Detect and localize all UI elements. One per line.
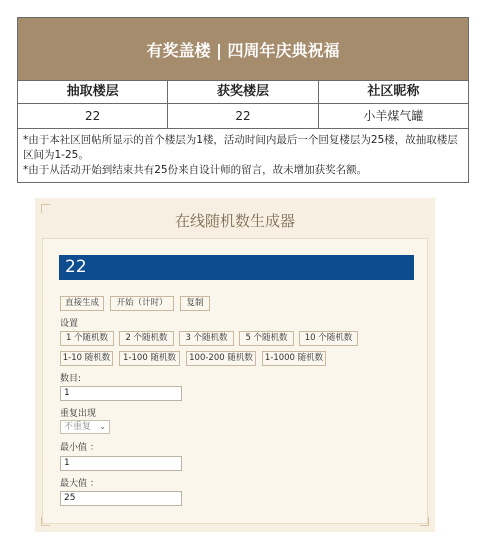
start-timer-button[interactable]: 开始（计时） <box>110 296 174 311</box>
min-input[interactable]: 1 <box>60 456 182 471</box>
count-label: 数目: <box>60 374 82 384</box>
generator-title: 在线随机数生成器 <box>174 212 295 230</box>
repeat-label: 重复出现 <box>60 409 97 419</box>
result-table <box>17 17 469 183</box>
repeat-select[interactable] <box>60 420 110 434</box>
cell-winning-floor: 22 <box>168 104 318 128</box>
random-generator-panel <box>35 198 435 532</box>
generate-button[interactable]: 直接生成 <box>60 296 104 311</box>
table-header-row <box>18 81 468 104</box>
count-input[interactable]: 1 <box>60 386 182 401</box>
cell-nickname: 小羊煤气罐 <box>363 109 424 123</box>
settings-label: 设置 <box>60 319 79 329</box>
header-draw-floor: 抽取楼层 <box>18 81 168 103</box>
max-label: 最大值 ： <box>60 479 99 489</box>
preset-5-numbers-button[interactable]: 5 个随机数 <box>239 331 294 346</box>
header-nickname: 社区昵称 <box>367 84 420 99</box>
cell-draw-floor: 22 <box>18 104 168 128</box>
min-label: 最小值 ： <box>60 443 99 453</box>
result-display: 22 <box>59 255 414 280</box>
note-2: *由于从活动开始到结束共有25份来自设计师的留言，故未增加获奖名额。 <box>23 164 368 176</box>
repeat-select-value: 不重复 <box>64 422 92 432</box>
result-notes <box>18 129 468 182</box>
result-banner: 有奖盖楼 | 四周年庆典祝福 <box>18 18 468 81</box>
preset-range-1-100-button[interactable]: 1-100 随机数 <box>119 351 180 366</box>
preset-range-1-1000-button[interactable]: 1-1000 随机数 <box>262 351 326 366</box>
table-row <box>18 104 468 129</box>
note-1: *由于本社区回帖所显示的首个楼层为1楼，活动时间内最后一个回复楼层为25楼，故抽取楼层区间为1-25。 <box>23 134 458 161</box>
header-winning-floor: 获奖楼层 <box>168 81 318 103</box>
generator-body <box>42 238 428 524</box>
preset-2-numbers-button[interactable]: 2 个随机数 <box>119 331 174 346</box>
preset-range-1-10-button[interactable]: 1-10 随机数 <box>60 351 113 366</box>
copy-button[interactable]: 复制 <box>180 296 210 311</box>
preset-range-100-200-button[interactable]: 100-200 随机数 <box>186 351 256 366</box>
preset-10-numbers-button[interactable]: 10 个随机数 <box>299 331 358 346</box>
preset-1-number-button[interactable]: 1 个随机数 <box>60 331 114 346</box>
chevron-down-icon: ⌄ <box>99 422 106 431</box>
max-input[interactable]: 25 <box>60 491 182 506</box>
preset-3-numbers-button[interactable]: 3 个随机数 <box>179 331 234 346</box>
